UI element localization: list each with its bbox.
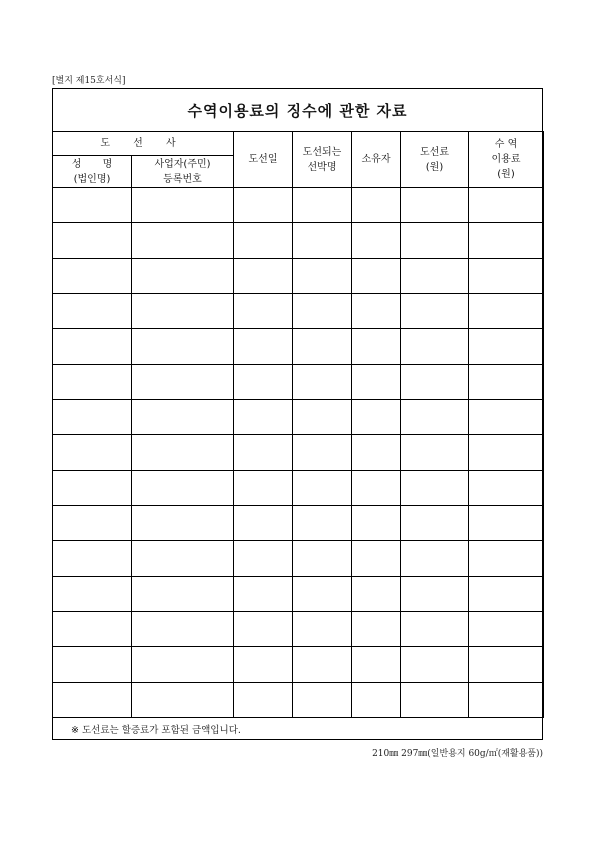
table-cell[interactable] bbox=[401, 294, 469, 329]
table-cell[interactable] bbox=[401, 506, 469, 541]
table-cell[interactable] bbox=[352, 188, 401, 223]
header-vessel-name: 도선되는 선박명 bbox=[293, 132, 352, 188]
table-cell[interactable] bbox=[132, 294, 234, 329]
table-cell[interactable] bbox=[234, 647, 293, 682]
table-row bbox=[53, 647, 544, 682]
table-cell[interactable] bbox=[234, 470, 293, 505]
table-cell[interactable] bbox=[401, 576, 469, 611]
table-cell[interactable] bbox=[401, 435, 469, 470]
table-cell[interactable] bbox=[293, 470, 352, 505]
table-row bbox=[53, 612, 544, 647]
table-cell[interactable] bbox=[53, 364, 132, 399]
table-cell[interactable] bbox=[132, 541, 234, 576]
table-cell[interactable] bbox=[352, 435, 401, 470]
table-cell[interactable] bbox=[53, 329, 132, 364]
table-cell[interactable] bbox=[469, 364, 544, 399]
table-cell[interactable] bbox=[234, 223, 293, 258]
table-cell[interactable] bbox=[234, 612, 293, 647]
table-cell[interactable] bbox=[293, 294, 352, 329]
table-cell[interactable] bbox=[234, 435, 293, 470]
table-cell[interactable] bbox=[352, 576, 401, 611]
table-cell[interactable] bbox=[293, 223, 352, 258]
table-cell[interactable] bbox=[132, 576, 234, 611]
table-cell[interactable] bbox=[293, 364, 352, 399]
table-cell[interactable] bbox=[293, 682, 352, 717]
table-row bbox=[53, 576, 544, 611]
table-row bbox=[53, 682, 544, 717]
table-cell[interactable] bbox=[293, 576, 352, 611]
table-cell[interactable] bbox=[293, 647, 352, 682]
table-cell[interactable] bbox=[293, 400, 352, 435]
table-cell[interactable] bbox=[469, 223, 544, 258]
table-cell[interactable] bbox=[53, 258, 132, 293]
table-cell[interactable] bbox=[234, 258, 293, 293]
header-pilot-date: 도선일 bbox=[234, 132, 293, 188]
table-cell[interactable] bbox=[469, 188, 544, 223]
table-cell[interactable] bbox=[401, 329, 469, 364]
table-cell[interactable] bbox=[293, 612, 352, 647]
table-row bbox=[53, 258, 544, 293]
table-cell[interactable] bbox=[352, 541, 401, 576]
table-cell[interactable] bbox=[352, 612, 401, 647]
table-cell[interactable] bbox=[293, 188, 352, 223]
table-cell[interactable] bbox=[132, 435, 234, 470]
header-pilot-fee: 도선료 (원) bbox=[401, 132, 469, 188]
surcharge-note: ※ 도선료는 할증료가 포함된 금액입니다. bbox=[53, 717, 542, 739]
table-cell[interactable] bbox=[469, 329, 544, 364]
table-cell[interactable] bbox=[132, 223, 234, 258]
table-cell[interactable] bbox=[53, 612, 132, 647]
paper-spec-footer: 210㎜ 297㎜(일반용지 60g/㎡(재활용품)) bbox=[372, 749, 543, 759]
table-body bbox=[53, 188, 544, 718]
table-cell[interactable] bbox=[352, 329, 401, 364]
table-cell[interactable] bbox=[352, 682, 401, 717]
table-cell[interactable] bbox=[132, 470, 234, 505]
table-cell[interactable] bbox=[352, 470, 401, 505]
table-cell[interactable] bbox=[352, 223, 401, 258]
table-cell[interactable] bbox=[469, 576, 544, 611]
table-cell[interactable] bbox=[293, 435, 352, 470]
table-cell[interactable] bbox=[53, 294, 132, 329]
table-cell[interactable] bbox=[234, 541, 293, 576]
table-cell[interactable] bbox=[234, 506, 293, 541]
table-cell[interactable] bbox=[132, 329, 234, 364]
table-cell[interactable] bbox=[53, 541, 132, 576]
table-cell[interactable] bbox=[469, 470, 544, 505]
table-cell[interactable] bbox=[132, 612, 234, 647]
table-cell[interactable] bbox=[401, 612, 469, 647]
table-cell[interactable] bbox=[234, 294, 293, 329]
table-cell[interactable] bbox=[352, 647, 401, 682]
table-cell[interactable] bbox=[401, 647, 469, 682]
table-cell[interactable] bbox=[401, 364, 469, 399]
form-frame bbox=[52, 88, 543, 740]
table-cell[interactable] bbox=[293, 329, 352, 364]
table-cell[interactable] bbox=[352, 294, 401, 329]
table-cell[interactable] bbox=[53, 435, 132, 470]
table-row bbox=[53, 329, 544, 364]
table-cell[interactable] bbox=[132, 188, 234, 223]
table-cell[interactable] bbox=[132, 364, 234, 399]
header-owner: 소유자 bbox=[352, 132, 401, 188]
table-cell[interactable] bbox=[469, 647, 544, 682]
table-cell[interactable] bbox=[53, 576, 132, 611]
form-title: 수역이용료의 징수에 관한 자료 bbox=[187, 101, 408, 120]
table-row bbox=[53, 506, 544, 541]
table-cell[interactable] bbox=[352, 258, 401, 293]
table-row bbox=[53, 188, 544, 223]
table-cell[interactable] bbox=[53, 400, 132, 435]
table-cell[interactable] bbox=[401, 188, 469, 223]
header-pilot-operator: 도 선 사 bbox=[53, 132, 234, 156]
table-cell[interactable] bbox=[293, 258, 352, 293]
table-cell[interactable] bbox=[469, 612, 544, 647]
table-cell[interactable] bbox=[53, 188, 132, 223]
table-cell[interactable] bbox=[401, 682, 469, 717]
table-cell[interactable] bbox=[234, 682, 293, 717]
table-row bbox=[53, 400, 544, 435]
table-cell[interactable] bbox=[401, 470, 469, 505]
table-cell[interactable] bbox=[293, 506, 352, 541]
header-water-fee: 수 역 이용료 (원) bbox=[469, 132, 544, 188]
table-cell[interactable] bbox=[352, 400, 401, 435]
table-cell[interactable] bbox=[53, 470, 132, 505]
table-cell[interactable] bbox=[234, 188, 293, 223]
form-number-label: [별지 제15호서식] bbox=[52, 76, 126, 86]
table-cell[interactable] bbox=[293, 541, 352, 576]
table-cell[interactable] bbox=[132, 682, 234, 717]
table-cell[interactable] bbox=[469, 435, 544, 470]
table-cell[interactable] bbox=[401, 223, 469, 258]
table-cell[interactable] bbox=[53, 223, 132, 258]
table-cell[interactable] bbox=[352, 364, 401, 399]
table-cell[interactable] bbox=[401, 258, 469, 293]
table-cell[interactable] bbox=[469, 258, 544, 293]
table-row bbox=[53, 223, 544, 258]
table-cell[interactable] bbox=[401, 541, 469, 576]
table-row bbox=[53, 294, 544, 329]
table-cell[interactable] bbox=[469, 682, 544, 717]
table-row bbox=[53, 364, 544, 399]
table-cell[interactable] bbox=[469, 294, 544, 329]
table-cell[interactable] bbox=[132, 506, 234, 541]
table-row bbox=[53, 541, 544, 576]
table-cell[interactable] bbox=[132, 647, 234, 682]
table-cell[interactable] bbox=[469, 506, 544, 541]
table-cell[interactable] bbox=[234, 576, 293, 611]
table-cell[interactable] bbox=[132, 400, 234, 435]
table-cell[interactable] bbox=[234, 329, 293, 364]
data-table bbox=[52, 131, 544, 718]
table-cell[interactable] bbox=[132, 258, 234, 293]
table-row bbox=[53, 435, 544, 470]
table-cell[interactable] bbox=[53, 647, 132, 682]
table-cell[interactable] bbox=[352, 506, 401, 541]
header-name: 성 명 (법인명) bbox=[53, 156, 132, 188]
table-cell[interactable] bbox=[53, 506, 132, 541]
table-cell[interactable] bbox=[469, 400, 544, 435]
table-cell[interactable] bbox=[469, 541, 544, 576]
table-cell[interactable] bbox=[53, 682, 132, 717]
table-cell[interactable] bbox=[234, 364, 293, 399]
table-cell[interactable] bbox=[401, 400, 469, 435]
table-row bbox=[53, 470, 544, 505]
table-cell[interactable] bbox=[234, 400, 293, 435]
header-registration-number: 사업자(주민) 등록번호 bbox=[132, 156, 234, 188]
